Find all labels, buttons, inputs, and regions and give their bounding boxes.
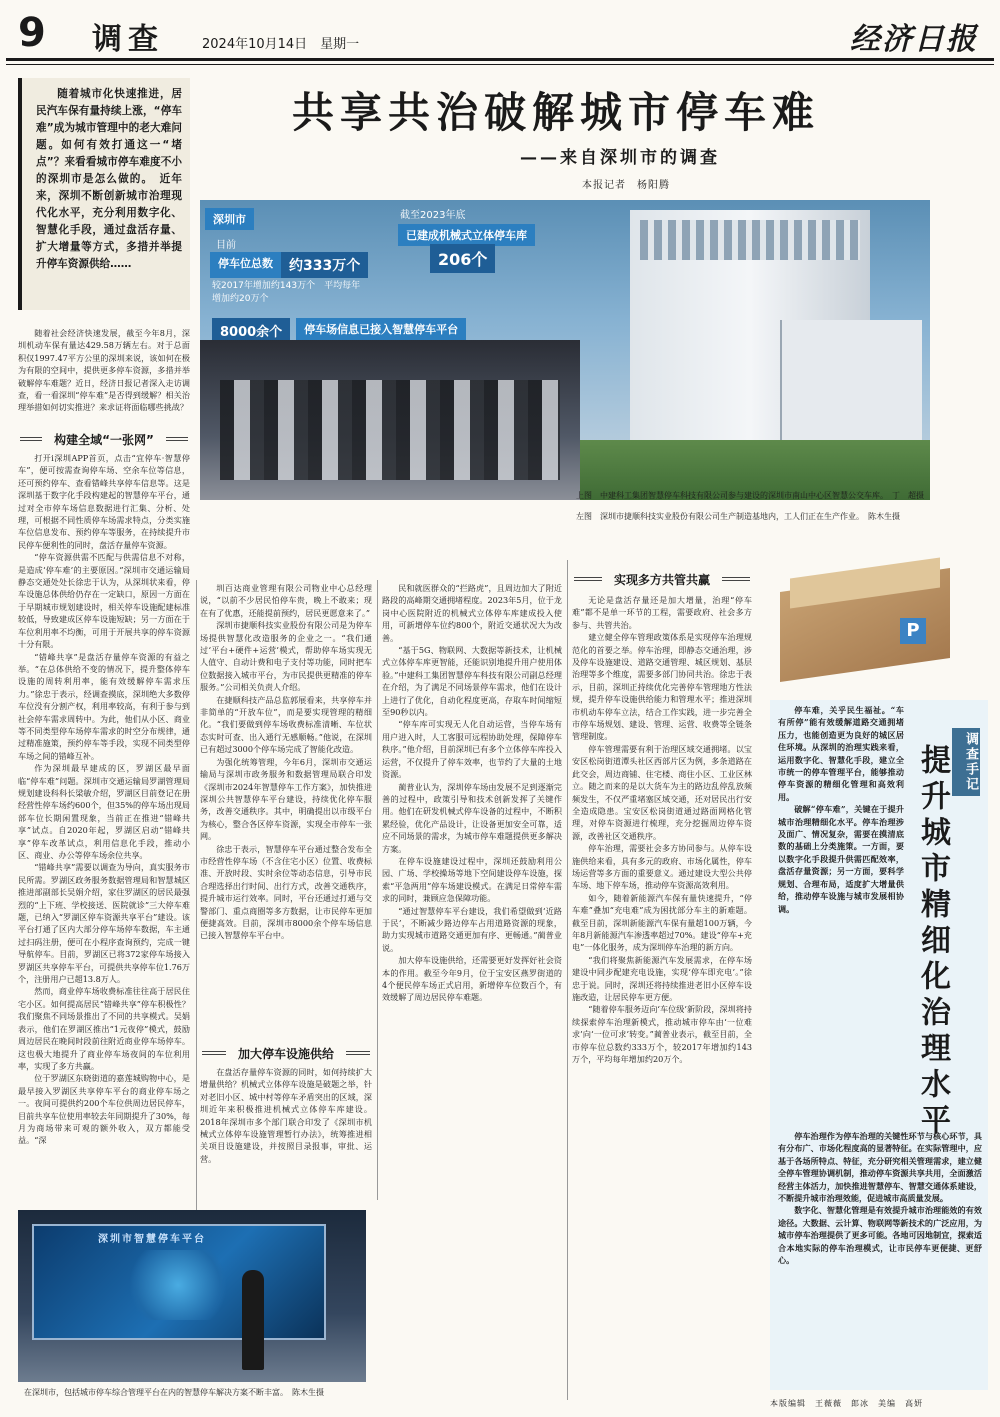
info-facilities-label: 截至2023年底 (400, 210, 466, 221)
column-divider (377, 580, 378, 1200)
info-spaces-value: 约333万个 (281, 252, 368, 278)
header-rule (6, 58, 994, 61)
body-col-3: 民和就医群众的“拦路虎”，且周边加大了附近路段的高峰期交通拥堵程度。2023年5月，位于龙岗中心医院附近的机械式立体停车库建成投入使用，可新增停车位约800个，附近交通状况大为改善。 “基于5G、物联网、大数据等新技术，让机械式立体停车库更智能，还能识别地提升用户使用体验。”中建科工集团智慧停车科技有限公司副总经理在介绍，为了满足不同场景停车需求，他们在设计上进行了优化，自动化程度更高，存取车时间缩短至90秒以内。 “停车库可实现无人化自动运营，当停车场有用户进入时，人工客服可远程协助处理，保障停车秩序。”他介绍，目前深圳已有多个立体停车库投入运营，不仅提升了停车效率，也节约了大量的土地资源。 蔺普业认为，深圳停车场由发展不足到逐渐完善的过程中，政策引导和技术创新发挥了关键作用。他们在研发机械式停车设备的过程中，不断积累经验，优化产品设计，让设备更加安全可靠，适应不同场景的需求，为城市停车难题提供更多解决方案。 在停车设施建设过程中，深圳还鼓励利用公园、广场、学校操场等地下空间建设停车设施，探索“平急两用”停车场建设模式。在满足日常停车需求的同时，兼顾应急保障功能。 “通过智慧停车平台建设，我们希望做到‘近路于民’，不断减少路边停车占用道路资源的现象，助力实现城市道路交通更加有序、更畅通。”蔺普业说。 加大停车设施供给，还需要更好发挥好社会资本的作用。截至今年9月，位于宝安区燕罗街道的4个便民停车场正式启用，新增停车位数百个，有效缓解了周边居民停车难题。 (382, 583, 562, 1003)
map-display (118, 1250, 238, 1320)
info-current-label: 目前 (216, 240, 236, 251)
commentary-body-1: 停车难，关乎民生福祉。“车有所停”能有效缓解道路交通拥堵压力，也能创造更为良好的城区居住环境。从深圳的治理实践来看，运用数字化、智慧化手段，建立全市统一的停车管理平台，能够推动停车资源的精细化管理和高效利用。 破解“停车难”，关键在于提升城市治理精细化水平。停车治理涉及面广、情况复杂，需要在摸清底数的基础上分类施策。一方面，要以数字化手段提升供需匹配效率，盘活存量资源；另一方面，要科学规划、合理布局，适度扩大增量供给，推动停车设施与城市发展相协调。 (778, 705, 904, 914)
article-title: 共享共治破解城市停车难 (292, 88, 821, 137)
editors-credit: 本版编辑 王薇薇 郎冰 美编 高妍 (770, 1399, 923, 1408)
factory-photo (200, 340, 580, 500)
info-platform-text: 停车场信息已接入智慧停车平台 (296, 318, 466, 343)
machine-row (220, 380, 560, 480)
info-facilities-value: 206个 (430, 244, 495, 273)
body-col-1a: 随着社会经济快速发展，截至今年8月，深圳机动车保有量达429.58万辆左右。对于总面积仅1997.47平方公里的深圳来说，该如何在极为有限的空间中，提供更多停车资源，多措并举破解停车难题？近日，经济日报记者深入走访调查，看一看深圳“停车难”是否得到缓解？相关治理举措如何切实推进？来求证将面临哪些挑战？ (18, 328, 190, 413)
garage-illustration (760, 560, 990, 690)
body-col-2a: 圳百达商业管理有限公司物业中心总经理说，“以前不少居民怕停车贵，晚上不敢来；现在有了优惠，还能提前预约，居民更愿意来了。” 深圳市捷顺科技实业股份有限公司是为停车场提供智慧化改造服务的企业之一。“我们通过‘平台+硬件+运营’模式，帮助停车场实现无人值守、自动计费和电子支付等功能，同时把车位数据接入城市平台，为市民提供更精准的停车服务。”公司相关负责人介绍。 在捷顺科技产品总监郭展看来，共享停车并非简单的“开放车位”，而是要实现管理的精细化。“我们要做到停车场收费标准清晰、车位状态实时可查、出入通行无感顺畅。”他说，在深圳已有超过3000个停车场完成了智能化改造。 为强化统筹管理，今年6月，深圳市交通运输局与深圳市政务服务和数据管理局联合印发《深圳市2024年智慧停车工作方案》，加快推进深圳公共智慧停车平台建设，持续优化停车服务，改善交通秩序。其中，明确提出以市级平台为核心，整合各区停车资源，实现全市停车一张网。 徐忠于表示，智慧停车平台通过整合发布全市经营性停车场（不含住宅小区）位置、收费标准、开放时段、实时余位等动态信息，引导市民合理选择出行时间、出行方式，改善交通秩序，提升城市运行效率。同时，平台还通过打通与交警部门、重点商圈等多方数据，让市民停车更加便捷高效。目前，深圳市8000余个停车场信息已接入智慧停车平台中。 (200, 583, 372, 941)
parking-sign-icon: P (900, 618, 926, 644)
commentary-body-2: 停车治理作为停车治理的关键性环节与核心环节，具有分布广、市场化程度高的显著特征。在实际管理中，应基于各场所特点、特征，充分研究相关管理需求，建立健全停车管理协调机制，推动停车资源共享共用，全面激活经营主体活力，加快推进智慧停车、智慧交通体系建设，不断提升城市治理效能，促进城市高质量发展。 数字化、智慧化管理是有效提升城市治理能效的有效途径。大数据、云计算、物联网等新技术的广泛应用，为城市停车治理提供了更多可能。各地可因地制宜，探索适合本地实际的停车治理模式，让市民停车更便捷、更舒心。 (778, 1131, 982, 1266)
commentary-tag: 调查手记 (952, 728, 980, 796)
body-col-4: 无论是盘活存量还是加大增量，治理“停车难”都不是单一环节的工程，需要政府、社会多方参与、共管共治。 建立健全停车管理政策体系是实现停车治理规范化的首要之举。停车治理，即静态交通治理，涉及停车设施建设、道路交通管理、城区规划、基层治理等多个维度，需要多部门协同共治。徐忠于表示，目前，深圳正持续优化完善停车管理地方性法规，提升停车设施供给能力和管理水平；推进深圳市机动车停车立法，结合工作实践，进一步完善全市停车场规划、建设、管理、运营、收费等全链条管理制度。 停车管理需要有利于治理区域交通拥堵。以宝安区松岗街道潭头社区西部片区为例，多条道路在此交会，周边商铺、住宅楼、商住小区、工业区林立。随之而来的是以大货车为主的路边乱停乱放频频发生，不仅严重堵塞区域交通，还对居民出行安全造成隐患。宝安区松岗街道通过路面网格化管理，对停车资源进行梳理，充分挖掘周边停车资源，改善社区交通秩序。 停车治理，需要社会多方协同参与。从停车设施供给来看，具有多元的政府、市场化属性，停车场运营等多方面的重要意义。通过建设大型公共停车场、地下停车场，推动停车资源高效利用。 如今，随着新能源汽车保有量快速提升，“停车难”叠加“充电难”成为困扰部分车主的新难题。截至目前，深圳新能源汽车保有量超100万辆，今年8月新能源汽车渗透率超过70%。建设“停车+充电”一体化服务，成为深圳停车治理的新方向。 “我们将聚焦新能源汽车发展需求，在停车场建设中同步配建充电设施，实现‘停车即充电’。”徐忠于说。同时，深圳还将持续推进老旧小区停车设施改造，让居民停车更方便。 “随着停车服务迈向‘车位级’新阶段，深圳将持续探索停车治理新模式，推动城市停车由‘一位难求’向‘一位可求’转变。”蔺普业表示，截至目前，全市停车位总数约333万个，较2017年增加约143万个，平均每年增加约20万个。 (572, 595, 752, 1065)
section-heading-3 (572, 568, 752, 590)
body-col-1b: 打开i深圳APP首页，点击“宜停车·智慧停车”，便可按需查询停车场、空余车位等信息，还可预约停车、查看错峰共享停车信息等。这是深圳基于数字化手段构建起的智慧停车平台，通过对全市停车场信息数据进行汇集、分析、处理，可根据不同性质停车场需求特点，分类实施车位信息发布、预约停车等服务，在持续提升市民停车便利性的同时，盘活存量停车资源。 “停车资源供需不匹配与供需信息不对称，是造成‘停车难’的主要原因。”深圳市交通运输局静态交通处处长徐忠于认为，从深圳状来看，停车设施总体供给仍存在一定缺口，原因一方面在于早期城市规划建设时，相关停车设施配建标准较低，导致建成区停车设施短缺；另一方面在于车位利用率不均衡，可用于开展共享的停车资源十分有限。 “错峰共享”是盘活存量停车资源的有益之举。“在总体供给不变的情况下，提升整体停车设施的周转利用率，能有效缓解停车需求压力。”徐忠于表示，经调查摸底，深圳绝大多数停车位没有分割产权，利用率较高，有利于参与到社会停车需求周转中。为此，他们从小区、商业等不同类型停车场停车需求的时空分布规律，通过精准施策，预约停车等手段，实现不同类型停车场之间的错峰互补。 作为深圳最早建成的区，罗湖区最早面临“停车难”问题。深圳市交通运输局罗湖管理局规划建设科科长梁敏介绍，罗湖区目前登记在册经营性停车场约600个，但35%的停车场出现局部车位长期闲置现象，当前正在推进“错峰共享”试点。自2020年起，罗湖区启动“错峰共享”停车改革试点，利用信息化手段，推动小区、商业、办公等停车场余位共享。 “错峰共享”需要以调查为导向，真实服务市民所需。罗湖区政务服务数据管理局和智慧城区推进部副部长吴娟介绍，家住罗湖区的居民最强烈的“上下班、学校接送、医院就诊”三大停车难题，已纳入“罗湖区停车资源共享平台”建设。该平台打通了区内大部分停车场停车数据，车主通过扫码注册，便可在小程序查询预约，完成一键导航停车。目前，罗湖区已将372家停车场接入罗湖区共享停车平台，可提供共享停车位1.76万个，注册用户已超13.8万人。 然而，商业停车场收费标准往往高于居民住宅小区。如何提高居民“错峰共享”停车积极性？我们聚焦不同场景推出了不同的共享模式。吴娟表示，他们在罗湖区推出“1元夜停”模式，鼓励周边居民在晚间时段前往附近商业停车场停车。这也极大地提升了商业停车场夜间的车位利用率，实现了多方共赢。 位于罗湖区东晓街道的嘉莲城购物中心，是最早接入罗湖区共享停车平台的商业停车场之一。夜间可提供约200个车位供周边居民停车，目前共享车位使用率较去年同期提升了30%，每月为商场带来可观的额外收入，双方都能受益。“深 (18, 453, 190, 1146)
info-growth-note: 较2017年增加约143万个 平均每年增加约20万个 (212, 281, 361, 304)
presenter-figure (242, 1270, 264, 1370)
info-facilities-text: 已建成机械式立体停车库 (398, 224, 535, 246)
info-city: 深圳市 (205, 208, 254, 230)
info-platform-value: 8000余个 (212, 318, 290, 343)
caption-left: 左图 深圳市捷顺科技实业股份有限公司生产制造基地内，工人们正在生产作业。 陈木生摄 (576, 512, 900, 521)
screen-title: 深圳市智慧停车平台 (98, 1234, 206, 1245)
section-heading-1 (18, 428, 190, 450)
section-heading-2-text: 加大停车设施供给 (238, 1046, 335, 1061)
commentary-title: 提升城市精细化治理水平 (915, 744, 950, 1140)
section-heading-3-text: 实现多方共管共赢 (614, 572, 711, 587)
issue-date: 2024年10月14日 星期一 (202, 37, 360, 52)
article-byline: 本报记者 杨阳腾 (582, 180, 670, 191)
section-heading-2 (200, 1042, 372, 1064)
section-heading-1-text: 构建全域“一张网” (54, 432, 154, 447)
column-divider (567, 560, 568, 1400)
info-spaces-label: 停车位总数 (210, 252, 281, 278)
body-col-2b: 在盘活存量停车资源的同时，如何持续扩大增量供给？机械式立体停车设施是破题之举，针对老旧小区、城中村等停车矛盾突出的区域，深圳近年来积极推进机械式立体停车库建设。2018年深圳市多个部门联合印发了《深圳市机械式立体停车设施管理暂行办法》，统筹推进相关项目设施建设，并按照目录报事，审批、运营。 (200, 1067, 372, 1164)
masthead-logo: 经济日报 (850, 22, 978, 57)
info-spaces (210, 252, 368, 278)
caption-bottom: 在深圳市，包括城市停车综合管理平台在内的智慧停车解决方案不断丰富。 陈木生摄 (24, 1388, 324, 1397)
article-intro: 随着城市化快速推进，居民汽车保有量持续上涨，“停车难”成为城市管理中的老大难问题。如何有效打通这一“堵点”？来看看城市停车难度不小的深圳市是怎么做的。 近年来，深圳不断创新城市治理现代化水平，充分利用数字化、智慧化手段，通过盘活存量、扩大增量等方式，多措并举提升停车资源供给…… (18, 78, 190, 310)
caption-top: 上图 中建科工集团智慧停车科技有限公司参与建设的深圳市南山中心区智慧公交车库。 丁 超摄 (576, 491, 924, 500)
building-windows (640, 220, 860, 260)
header-rule-thin (6, 64, 994, 65)
page-number: 9 (18, 10, 46, 56)
control-center-photo (18, 1210, 366, 1382)
section-name: 调查 (92, 22, 164, 57)
article-subtitle: ——来自深圳市的调查 (520, 148, 720, 168)
